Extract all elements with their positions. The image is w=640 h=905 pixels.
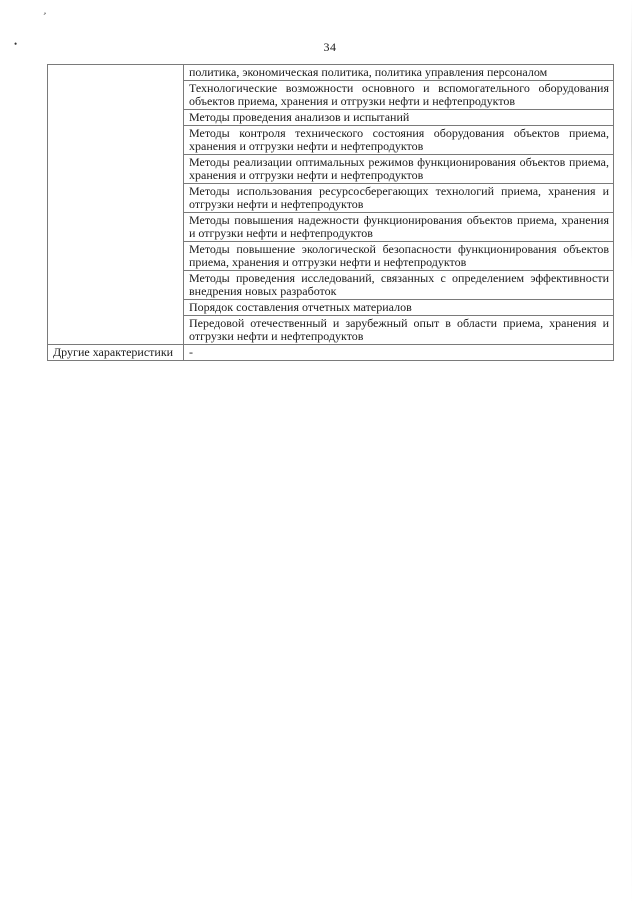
knowledge-item: Методы повышения надежности функционирования объектов приема, хранения и отгрузки нефти и нефтепродуктов xyxy=(184,213,614,242)
knowledge-item: Методы повышение экологической безопасности функционирования объектов приема, хранения и отгрузки нефти и нефтепродуктов xyxy=(184,242,614,271)
knowledge-item: Методы контроля технического состояния оборудования объектов приема, хранения и отгрузки нефти и нефтепродуктов xyxy=(184,126,614,155)
knowledge-item: Методы реализации оптимальных режимов функционирования объектов приема, хранения и отгрузки нефти и нефтепродуктов xyxy=(184,155,614,184)
scan-edge-line xyxy=(631,0,632,905)
knowledge-item: Методы использования ресурсосберегающих технологий приема, хранения и отгрузки нефти и нефтепродуктов xyxy=(184,184,614,213)
table-row xyxy=(48,65,614,81)
knowledge-item: Порядок составления отчетных материалов xyxy=(184,300,614,316)
knowledge-item: Передовой отечественный и зарубежный опыт в области приема, хранения и отгрузки нефти и нефтепродуктов xyxy=(184,316,614,345)
knowledge-item: Методы проведения исследований, связанных с определением эффективности внедрения новых разработок xyxy=(184,271,614,300)
knowledge-item: политика, экономическая политика, политика управления персоналом xyxy=(184,65,614,81)
scan-dot-mark: • xyxy=(14,39,18,49)
scan-speck-mark: ʼ xyxy=(40,10,48,23)
knowledge-item: Методы проведения анализов и испытаний xyxy=(184,110,614,126)
other-characteristics-label: Другие характеристики xyxy=(48,345,184,361)
page-number: 34 xyxy=(323,40,337,54)
knowledge-item: Технологические возможности основного и вспомогательного оборудования объектов приема, хранения и отгрузки нефти и нефтепродуктов xyxy=(184,81,614,110)
empty-label-cell xyxy=(48,65,184,345)
table-row-other-characteristics xyxy=(48,345,614,361)
other-characteristics-value: - xyxy=(184,345,614,361)
requirements-table xyxy=(47,64,614,361)
